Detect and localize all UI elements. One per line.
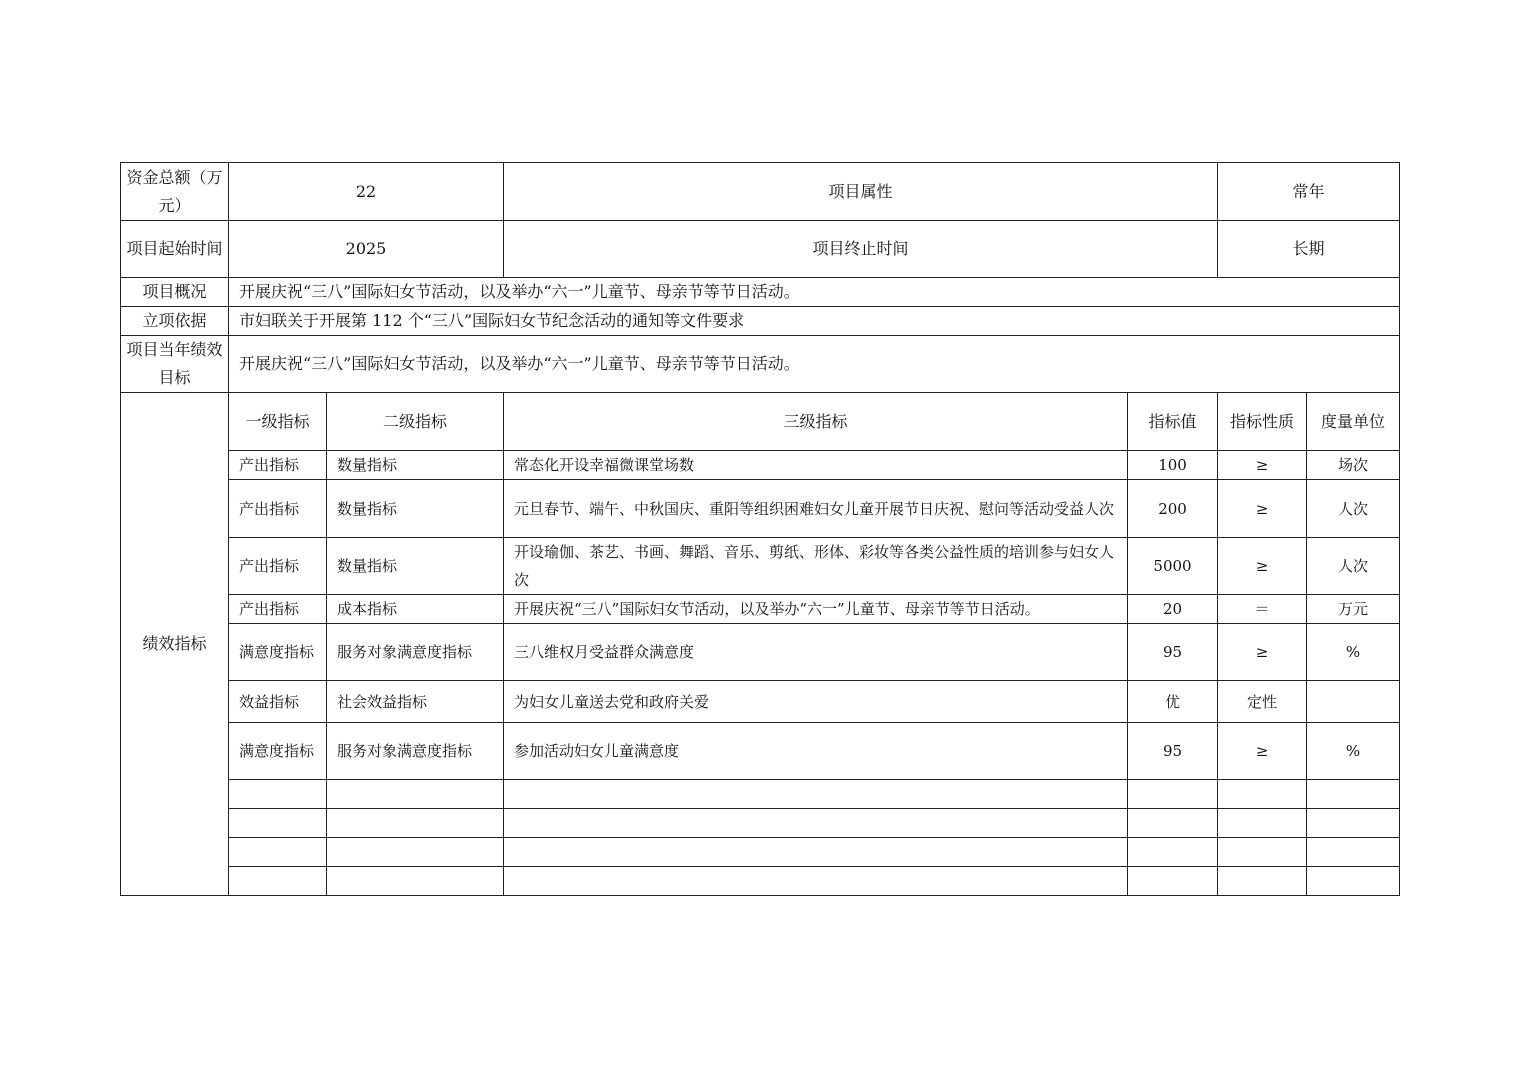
empty-row (121, 838, 1400, 867)
empty-row (121, 867, 1400, 896)
empty-cell (1218, 838, 1307, 867)
empty-cell (504, 809, 1128, 838)
cell-unit: % (1307, 723, 1400, 780)
empty-cell (1307, 867, 1400, 896)
empty-cell (1307, 780, 1400, 809)
total-funds-label: 资金总额（万元） (121, 163, 229, 221)
project-attr-label: 项目属性 (504, 163, 1218, 221)
cell-level1: 产出指标 (229, 451, 327, 480)
col-nature-header: 指标性质 (1218, 393, 1307, 451)
col-level2-header: 二级指标 (327, 393, 504, 451)
empty-cell (1218, 867, 1307, 896)
table-row (121, 624, 1400, 681)
empty-cell (504, 867, 1128, 896)
row-overview (121, 278, 1400, 307)
project-attr-value: 常年 (1218, 163, 1400, 221)
start-time-label: 项目起始时间 (121, 221, 229, 278)
col-value-header: 指标值 (1128, 393, 1218, 451)
empty-cell (1128, 809, 1218, 838)
table-row (121, 451, 1400, 480)
basis-value: 市妇联关于开展第 112 个“三八”国际妇女节纪念活动的通知等文件要求 (229, 307, 1400, 336)
start-time-value: 2025 (229, 221, 504, 278)
empty-cell (1128, 867, 1218, 896)
cell-nature: ≥ (1218, 480, 1307, 538)
cell-level1: 效益指标 (229, 681, 327, 723)
row-total-funds (121, 163, 1400, 221)
col-level3-header: 三级指标 (504, 393, 1128, 451)
cell-unit: 人次 (1307, 538, 1400, 595)
cell-value: 200 (1128, 480, 1218, 538)
row-goal (121, 336, 1400, 393)
empty-cell (1218, 780, 1307, 809)
empty-cell (1128, 838, 1218, 867)
cell-value: 5000 (1128, 538, 1218, 595)
cell-level3: 三八维权月受益群众满意度 (504, 624, 1128, 681)
cell-unit: % (1307, 624, 1400, 681)
cell-level1: 产出指标 (229, 538, 327, 595)
empty-cell (327, 838, 504, 867)
empty-row (121, 809, 1400, 838)
empty-cell (229, 838, 327, 867)
row-basis (121, 307, 1400, 336)
empty-cell (327, 780, 504, 809)
cell-unit (1307, 681, 1400, 723)
cell-nature: ＝ (1218, 595, 1307, 624)
cell-level3: 参加活动妇女儿童满意度 (504, 723, 1128, 780)
empty-row (121, 780, 1400, 809)
cell-value: 20 (1128, 595, 1218, 624)
cell-level2: 数量指标 (327, 480, 504, 538)
empty-cell (504, 838, 1128, 867)
indicator-section-label: 绩效指标 (121, 393, 229, 896)
cell-value: 优 (1128, 681, 1218, 723)
cell-level2: 社会效益指标 (327, 681, 504, 723)
empty-cell (1307, 838, 1400, 867)
end-time-value: 长期 (1218, 221, 1400, 278)
cell-level2: 数量指标 (327, 538, 504, 595)
cell-unit: 万元 (1307, 595, 1400, 624)
cell-level3: 元旦春节、端午、中秋国庆、重阳等组织困难妇女儿童开展节日庆祝、慰问等活动受益人次 (504, 480, 1128, 538)
performance-goal-table (120, 162, 1400, 896)
empty-cell (327, 867, 504, 896)
empty-cell (1218, 809, 1307, 838)
cell-value: 95 (1128, 723, 1218, 780)
cell-level1: 满意度指标 (229, 723, 327, 780)
cell-level1: 产出指标 (229, 595, 327, 624)
cell-level2: 服务对象满意度指标 (327, 624, 504, 681)
cell-level2: 数量指标 (327, 451, 504, 480)
cell-unit: 场次 (1307, 451, 1400, 480)
cell-level2: 成本指标 (327, 595, 504, 624)
table-row (121, 480, 1400, 538)
cell-nature: ≥ (1218, 451, 1307, 480)
cell-nature: ≥ (1218, 538, 1307, 595)
cell-level3: 为妇女儿童送去党和政府关爱 (504, 681, 1128, 723)
table-row (121, 595, 1400, 624)
empty-cell (229, 780, 327, 809)
cell-level3: 开展庆祝“三八”国际妇女节活动，以及举办“六一”儿童节、母亲节等节日活动。 (504, 595, 1128, 624)
cell-nature: ≥ (1218, 723, 1307, 780)
cell-value: 100 (1128, 451, 1218, 480)
cell-level1: 产出指标 (229, 480, 327, 538)
indicator-header-row (121, 393, 1400, 451)
goal-label: 项目当年绩效目标 (121, 336, 229, 393)
overview-value: 开展庆祝“三八”国际妇女节活动，以及举办“六一”儿童节、母亲节等节日活动。 (229, 278, 1400, 307)
cell-nature: 定性 (1218, 681, 1307, 723)
cell-value: 95 (1128, 624, 1218, 681)
table-row (121, 681, 1400, 723)
table-row (121, 538, 1400, 595)
cell-nature: ≥ (1218, 624, 1307, 681)
overview-label: 项目概况 (121, 278, 229, 307)
cell-level2: 服务对象满意度指标 (327, 723, 504, 780)
col-unit-header: 度量单位 (1307, 393, 1400, 451)
cell-level3: 开设瑜伽、茶艺、书画、舞蹈、音乐、剪纸、形体、彩妆等各类公益性质的培训参与妇女人次 (504, 538, 1128, 595)
table-row (121, 723, 1400, 780)
empty-cell (504, 780, 1128, 809)
row-start-time (121, 221, 1400, 278)
empty-cell (327, 809, 504, 838)
end-time-label: 项目终止时间 (504, 221, 1218, 278)
cell-level3: 常态化开设幸福微课堂场数 (504, 451, 1128, 480)
total-funds-value: 22 (229, 163, 504, 221)
empty-cell (1307, 809, 1400, 838)
goal-value: 开展庆祝“三八”国际妇女节活动，以及举办“六一”儿童节、母亲节等节日活动。 (229, 336, 1400, 393)
empty-cell (229, 809, 327, 838)
empty-cell (1128, 780, 1218, 809)
empty-cell (229, 867, 327, 896)
basis-label: 立项依据 (121, 307, 229, 336)
cell-level1: 满意度指标 (229, 624, 327, 681)
cell-unit: 人次 (1307, 480, 1400, 538)
col-level1-header: 一级指标 (229, 393, 327, 451)
